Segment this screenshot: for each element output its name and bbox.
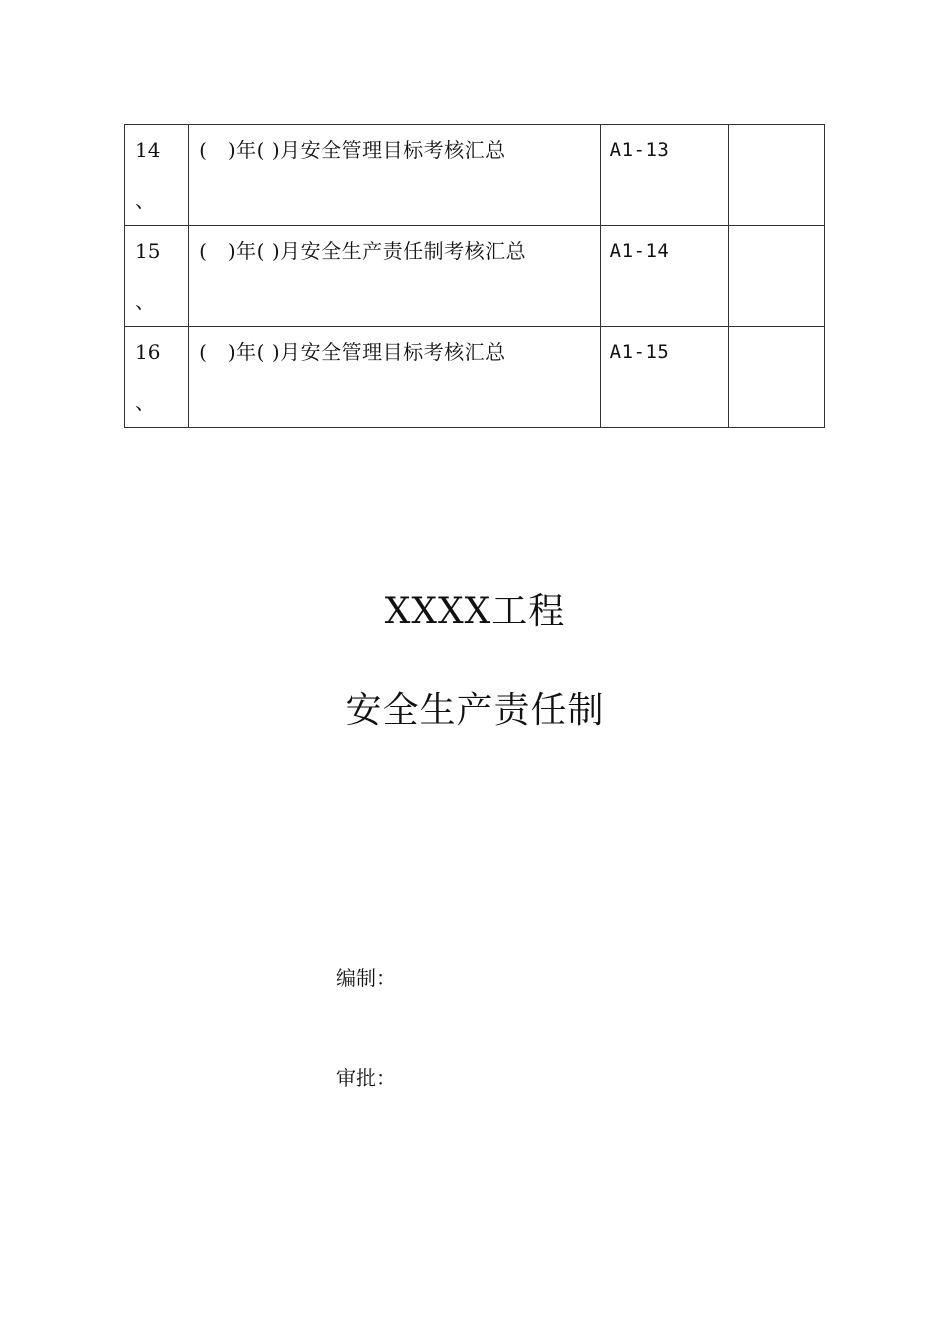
row-code: A1-14 [609, 240, 670, 262]
row-number-cell [125, 327, 189, 428]
row-code: A1-13 [609, 139, 670, 161]
document-title: 安全生产责任制 [345, 690, 605, 731]
project-title: XXXX工程 [384, 591, 566, 632]
row-blank-cell [728, 327, 824, 428]
row-title-cell [189, 125, 601, 226]
row-code-cell [600, 327, 728, 428]
row-blank-cell [728, 226, 824, 327]
approved-by-label: 审批： [336, 1066, 396, 1090]
table-row [125, 327, 825, 428]
row-blank-cell [728, 125, 824, 226]
prepared-by-label: 编制： [336, 966, 396, 990]
row-code: A1-15 [609, 341, 670, 363]
row-title: ( )年( )月安全生产责任制考核汇总 [199, 239, 527, 263]
row-title: ( )年( )月安全管理目标考核汇总 [199, 138, 506, 162]
document-index-table [124, 124, 825, 428]
row-title: ( )年( )月安全管理目标考核汇总 [199, 340, 506, 364]
row-number-cell [125, 125, 189, 226]
row-code-cell [600, 226, 728, 327]
row-number-cell [125, 226, 189, 327]
row-code-cell [600, 125, 728, 226]
row-number: 16 、 [135, 340, 161, 414]
table-row [125, 125, 825, 226]
row-title-cell [189, 226, 601, 327]
row-title-cell [189, 327, 601, 428]
table-row [125, 226, 825, 327]
row-number: 15 、 [135, 239, 161, 313]
row-number: 14 、 [135, 138, 161, 212]
